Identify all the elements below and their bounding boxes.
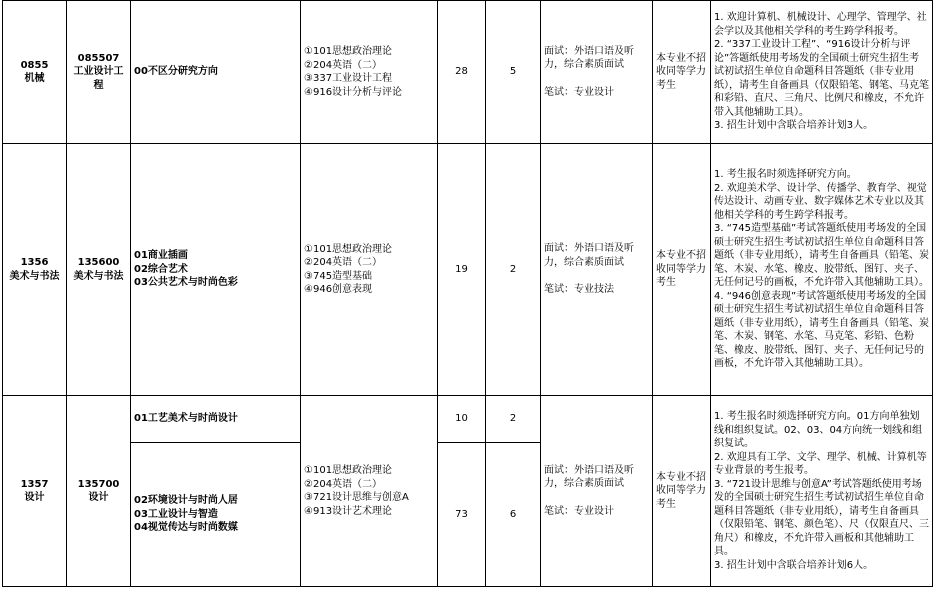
subject-cell [3, 396, 67, 587]
direction-item: 04视觉传达与时尚数媒 [134, 522, 238, 534]
direction-cell [131, 396, 301, 443]
exempt-count: 6 [486, 443, 541, 587]
exam-item: ②204英语（二） [304, 478, 383, 490]
direction-cell [131, 443, 301, 587]
major-cell [67, 396, 131, 587]
table-row [3, 144, 933, 396]
retest-interview: 面试：外语口语及听力，综合素质面试 [544, 243, 634, 268]
retest-cell [541, 144, 653, 396]
equivalent-cell: 本专业不招收同等学力考生 [653, 396, 711, 587]
exam-item: ①101思想政治理论 [304, 465, 393, 476]
note-item: 2. “337工业设计工程”、“916设计分析与评论”答题纸使用考场发的全国硕士研究生招生考试初试招生单位自命题科目答题纸（非专业用纸），请考生自备画具（仅限铅笔、钢笔、马克笔和彩铅、直尺、三角尺、比例尺和橡皮，不允许带入其他辅助工具）。 [714, 39, 929, 118]
subject-name: 机械 [24, 73, 45, 84]
note-item: 1. 欢迎计算机、机械设计、心理学、管理学、社会学以及其他相关学科的考生跨学科报考。 [714, 12, 927, 37]
exam-item: ②204英语（二） [304, 257, 383, 268]
plan-count: 28 [438, 1, 486, 144]
note-item: 1. 考生报名时须选择研究方向。01方向单独划线和组织复试。02、03、04方向统一划线和组织复试。 [714, 411, 923, 449]
plan-count: 19 [438, 144, 486, 396]
notes-cell [711, 144, 933, 396]
plan-count: 73 [438, 443, 486, 587]
major-cell [67, 144, 131, 396]
retest-written: 笔试：专业技法 [544, 284, 614, 296]
direction-item: 01商业插画 [134, 250, 188, 262]
direction-item: 03公共艺术与时尚色彩 [134, 277, 238, 289]
notes-cell [711, 1, 933, 144]
note-item: 3. “745造型基础”考试答题纸使用考场发的全国硕士研究生招生考试初试招生单位自命题科目答题纸（非专业用纸），请考生自备画具（铅笔、炭笔、木炭、水笔、橡皮、胶带纸、图钉、夹子、无任何记号的画板，不允许带入其他辅助工具）。 [714, 223, 929, 289]
direction-item: 00不区分研究方向 [134, 66, 218, 78]
retest-cell [541, 1, 653, 144]
subject-code: 1356 [20, 257, 49, 268]
exempt-count: 2 [486, 144, 541, 396]
note-item: 3. 招生计划中含联合培养计划6人。 [714, 559, 874, 571]
exam-item: ④913设计艺术理论 [304, 505, 393, 517]
note-item: 2. 欢迎美术学、设计学、传播学、教育学、视觉传达设计、动画专业、数字媒体艺术专业以及其他相关学科的考生跨学科报考。 [714, 182, 927, 221]
exam-item: ③745造型基础 [304, 270, 373, 282]
subject-code: 1357 [20, 478, 49, 490]
direction-item: 01工艺美术与时尚设计 [134, 413, 238, 425]
retest-cell [541, 396, 653, 587]
exam-item: ④916设计分析与评论 [304, 86, 403, 98]
subject-name: 美术与书法 [9, 270, 60, 282]
exam-item: ③721设计思维与创意A [304, 492, 409, 503]
plan-count: 10 [438, 396, 486, 443]
direction-item: 03工业设计与智造 [134, 508, 218, 520]
note-item: 3. 招生计划中含联合培养计划3人。 [714, 120, 874, 132]
exam-item: ②204英语（二） [304, 59, 383, 71]
direction-cell [131, 1, 301, 144]
major-code: 085507 [77, 52, 120, 64]
notes-cell [711, 396, 933, 587]
direction-item: 02环境设计与时尚人居 [134, 495, 238, 507]
exam-item: ③337工业设计工程 [304, 73, 393, 84]
exam-subjects-cell [301, 396, 438, 587]
direction-item: 02综合艺术 [134, 263, 188, 275]
exam-subjects-cell [301, 1, 438, 144]
retest-interview: 面试：外语口语及听力，综合素质面试 [544, 45, 634, 71]
admissions-table [2, 0, 933, 587]
equivalent-cell: 本专业不招收同等学力考生 [653, 1, 711, 144]
exempt-count: 2 [486, 396, 541, 443]
exam-item: ①101思想政治理论 [304, 46, 393, 57]
subject-cell [3, 144, 67, 396]
retest-written: 笔试：专业设计 [544, 505, 614, 517]
major-code: 135600 [77, 257, 120, 268]
note-item: 4. “946创意表现”考试答题纸使用考场发的全国硕士研究生招生考试初试招生单位自命题科目答题纸（非专业用纸），请考生自备画具（铅笔、炭笔、木炭、钢笔、水笔、马克笔、彩铅、色粉笔、橡皮、胶带纸、图钉、夹子、无任何记号的画板，不允许带入其他辅助工具）。 [714, 290, 929, 370]
major-cell [67, 1, 131, 144]
major-name: 工业设计工程 [73, 66, 124, 91]
exam-item: ④946创意表现 [304, 284, 373, 295]
note-item: 2. 欢迎具有工学、文学、理学、机械、计算机等专业背景的考生报考。 [714, 451, 927, 476]
subject-name: 设计 [24, 492, 45, 503]
major-name: 美术与书法 [73, 270, 124, 282]
note-item: 1. 考生报名时须选择研究方向。 [714, 169, 857, 181]
retest-interview: 面试：外语口语及听力，综合素质面试 [544, 464, 634, 490]
equivalent-cell: 本专业不招收同等学力考生 [653, 144, 711, 396]
retest-written: 笔试：专业设计 [544, 86, 614, 98]
major-code: 135700 [77, 478, 120, 490]
major-name: 设计 [88, 492, 109, 503]
exempt-count: 5 [486, 1, 541, 144]
table-row [3, 1, 933, 144]
exam-subjects-cell [301, 144, 438, 396]
direction-cell [131, 144, 301, 396]
note-item: 3. “721设计思维与创意A”考试答题纸使用考场发的全国硕士研究生招生考试初试招生单位自命题科目答题纸（非专业用纸），请考生自备画具（仅限铅笔、钢笔、颜色笔）、尺（仅限直尺、三角尺）和橡皮，不允许带入画板和其他辅助工具。 [714, 478, 929, 557]
subject-code: 0855 [20, 59, 49, 71]
table-row [3, 396, 933, 443]
subject-cell [3, 1, 67, 144]
exam-item: ①101思想政治理论 [304, 243, 393, 255]
